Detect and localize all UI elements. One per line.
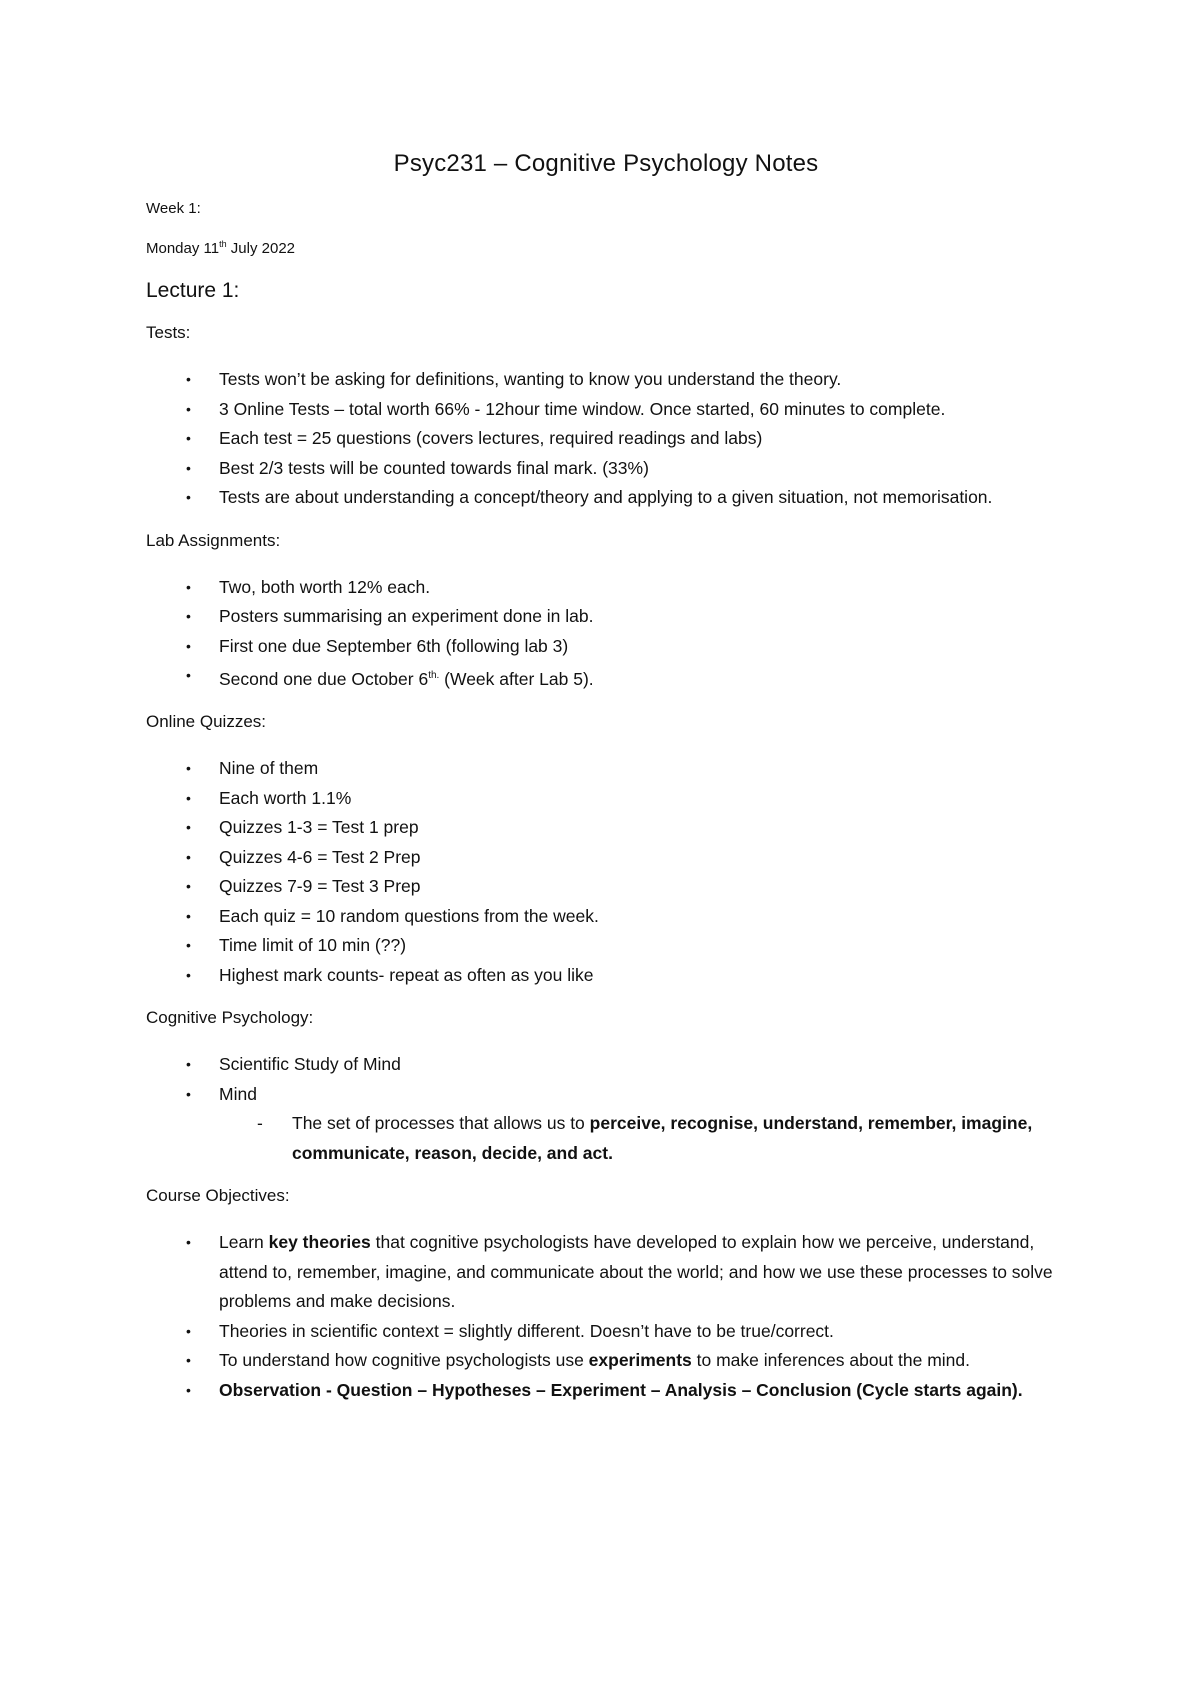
date-ordinal: th xyxy=(219,239,227,249)
list-item: • Best 2/3 tests will be counted towards final mark. (33%) xyxy=(146,454,1066,484)
list-item: • First one due September 6th (following lab 3) xyxy=(146,632,1066,662)
tests-label: Tests: xyxy=(146,323,191,342)
objectives-label: Course Objectives: xyxy=(146,1186,290,1206)
bullet-icon: • xyxy=(186,760,191,777)
list-item: • Quizzes 1-3 = Test 1 prep xyxy=(146,813,1066,843)
bullet-icon: • xyxy=(186,400,191,417)
quizzes-list xyxy=(146,754,1066,990)
cogpsych-list xyxy=(146,1050,1066,1168)
labs-list xyxy=(146,573,1066,695)
quizzes-label: Online Quizzes: xyxy=(146,712,266,732)
bullet-icon: • xyxy=(186,848,191,865)
date-suffix: July 2022 xyxy=(226,240,296,257)
bullet-icon: • xyxy=(186,608,191,624)
bullet-icon: • xyxy=(186,1322,191,1339)
sub-list-item: - The set of processes that allows us to perceive, recognise, understand, remember, imagine, communicate, reason, decide, and act. xyxy=(257,1109,1066,1168)
bullet-icon: • xyxy=(186,789,191,806)
bullet-icon: • xyxy=(186,819,191,836)
list-item: • Observation - Question – Hypotheses – Experiment – Analysis – Conclusion (Cycle starts again). xyxy=(146,1376,1066,1406)
list-item: • Highest mark counts- repeat as often as you like xyxy=(146,961,1066,991)
list-item: • Each worth 1.1% xyxy=(146,784,1066,814)
list-item: • Quizzes 4-6 = Test 2 Prep xyxy=(146,843,1066,873)
list-item: • Second one due October $6^{th.}$ (Week after Lab 5). xyxy=(146,661,1066,694)
list-item: • Posters summarising an experiment done in lab. xyxy=(146,602,1066,632)
document-page xyxy=(146,140,1066,1423)
list-item: • 3 Online Tests – total worth 66% - 12hour time window. Once started, 60 minutes to complete. xyxy=(146,395,1066,425)
bullet-icon: • xyxy=(186,907,191,924)
list-item: • Quizzes 7-9 = Test 3 Prep xyxy=(146,872,1066,902)
bullet-icon: • xyxy=(186,1234,191,1251)
bullet-icon: • xyxy=(186,489,191,505)
bullet-icon: • xyxy=(186,637,191,654)
list-item: • Each quiz = 10 random questions from the week. xyxy=(146,902,1066,932)
date-line xyxy=(146,239,1066,257)
list-item: • Scientific Study of Mind xyxy=(146,1050,1066,1080)
list-item: • Nine of them xyxy=(146,754,1066,784)
bullet-icon: • xyxy=(186,578,191,595)
bullet-icon: • xyxy=(186,430,191,446)
dash-marker: - xyxy=(257,1113,263,1134)
document-title: Psyc231 – Cognitive Psychology Notes xyxy=(393,150,819,177)
bullet-icon: • xyxy=(186,371,191,387)
bullet-icon: • xyxy=(186,937,191,954)
bullet-icon: • xyxy=(186,966,191,983)
list-item: • Tests won’t be asking for definitions, wanting to know you understand the theory. xyxy=(146,365,1066,395)
list-item: • Mind - The set of processes that allows us to perceive, recognise, understand, remember, imagine, communicate, reason, decide, and act. xyxy=(146,1080,1066,1169)
week-label: Week 1: xyxy=(146,200,201,217)
bullet-icon: • xyxy=(186,1056,191,1073)
objectives-list xyxy=(146,1228,1066,1405)
bullet-icon: • xyxy=(186,459,191,476)
bullet-icon: • xyxy=(186,878,191,895)
list-item: • Learn key theories that cognitive psychologists have developed to explain how we perceive, understand, attend to, remember, imagine, and communicate about the world; and how we use these processes to solve problems and make decisions. xyxy=(146,1228,1066,1317)
list-item: • Tests are about understanding a concept/theory and applying to a given situation, not memorisation. xyxy=(146,483,1066,513)
list-item: • To understand how cognitive psychologists use experiments to make inferences about the mind. xyxy=(146,1346,1066,1376)
cogpsych-label: Cognitive Psychology: xyxy=(146,1008,314,1028)
list-item: • Each test = 25 questions (covers lectures, required readings and labs) xyxy=(146,424,1066,454)
list-item: • Two, both worth 12% each. xyxy=(146,573,1066,603)
lecture-heading: Lecture 1: xyxy=(146,279,240,302)
bullet-icon: • xyxy=(186,1352,191,1369)
tests-list xyxy=(146,365,1066,513)
list-item: • Theories in scientific context = slightly different. Doesn’t have to be true/correct. xyxy=(146,1317,1066,1347)
list-item: • Time limit of 10 min (??) xyxy=(146,931,1066,961)
bullet-icon: • xyxy=(186,667,191,683)
bullet-icon: • xyxy=(186,1381,191,1398)
bullet-icon: • xyxy=(186,1085,191,1102)
labs-label: Lab Assignments: xyxy=(146,530,281,550)
date-prefix: Monday 11 xyxy=(146,240,220,257)
